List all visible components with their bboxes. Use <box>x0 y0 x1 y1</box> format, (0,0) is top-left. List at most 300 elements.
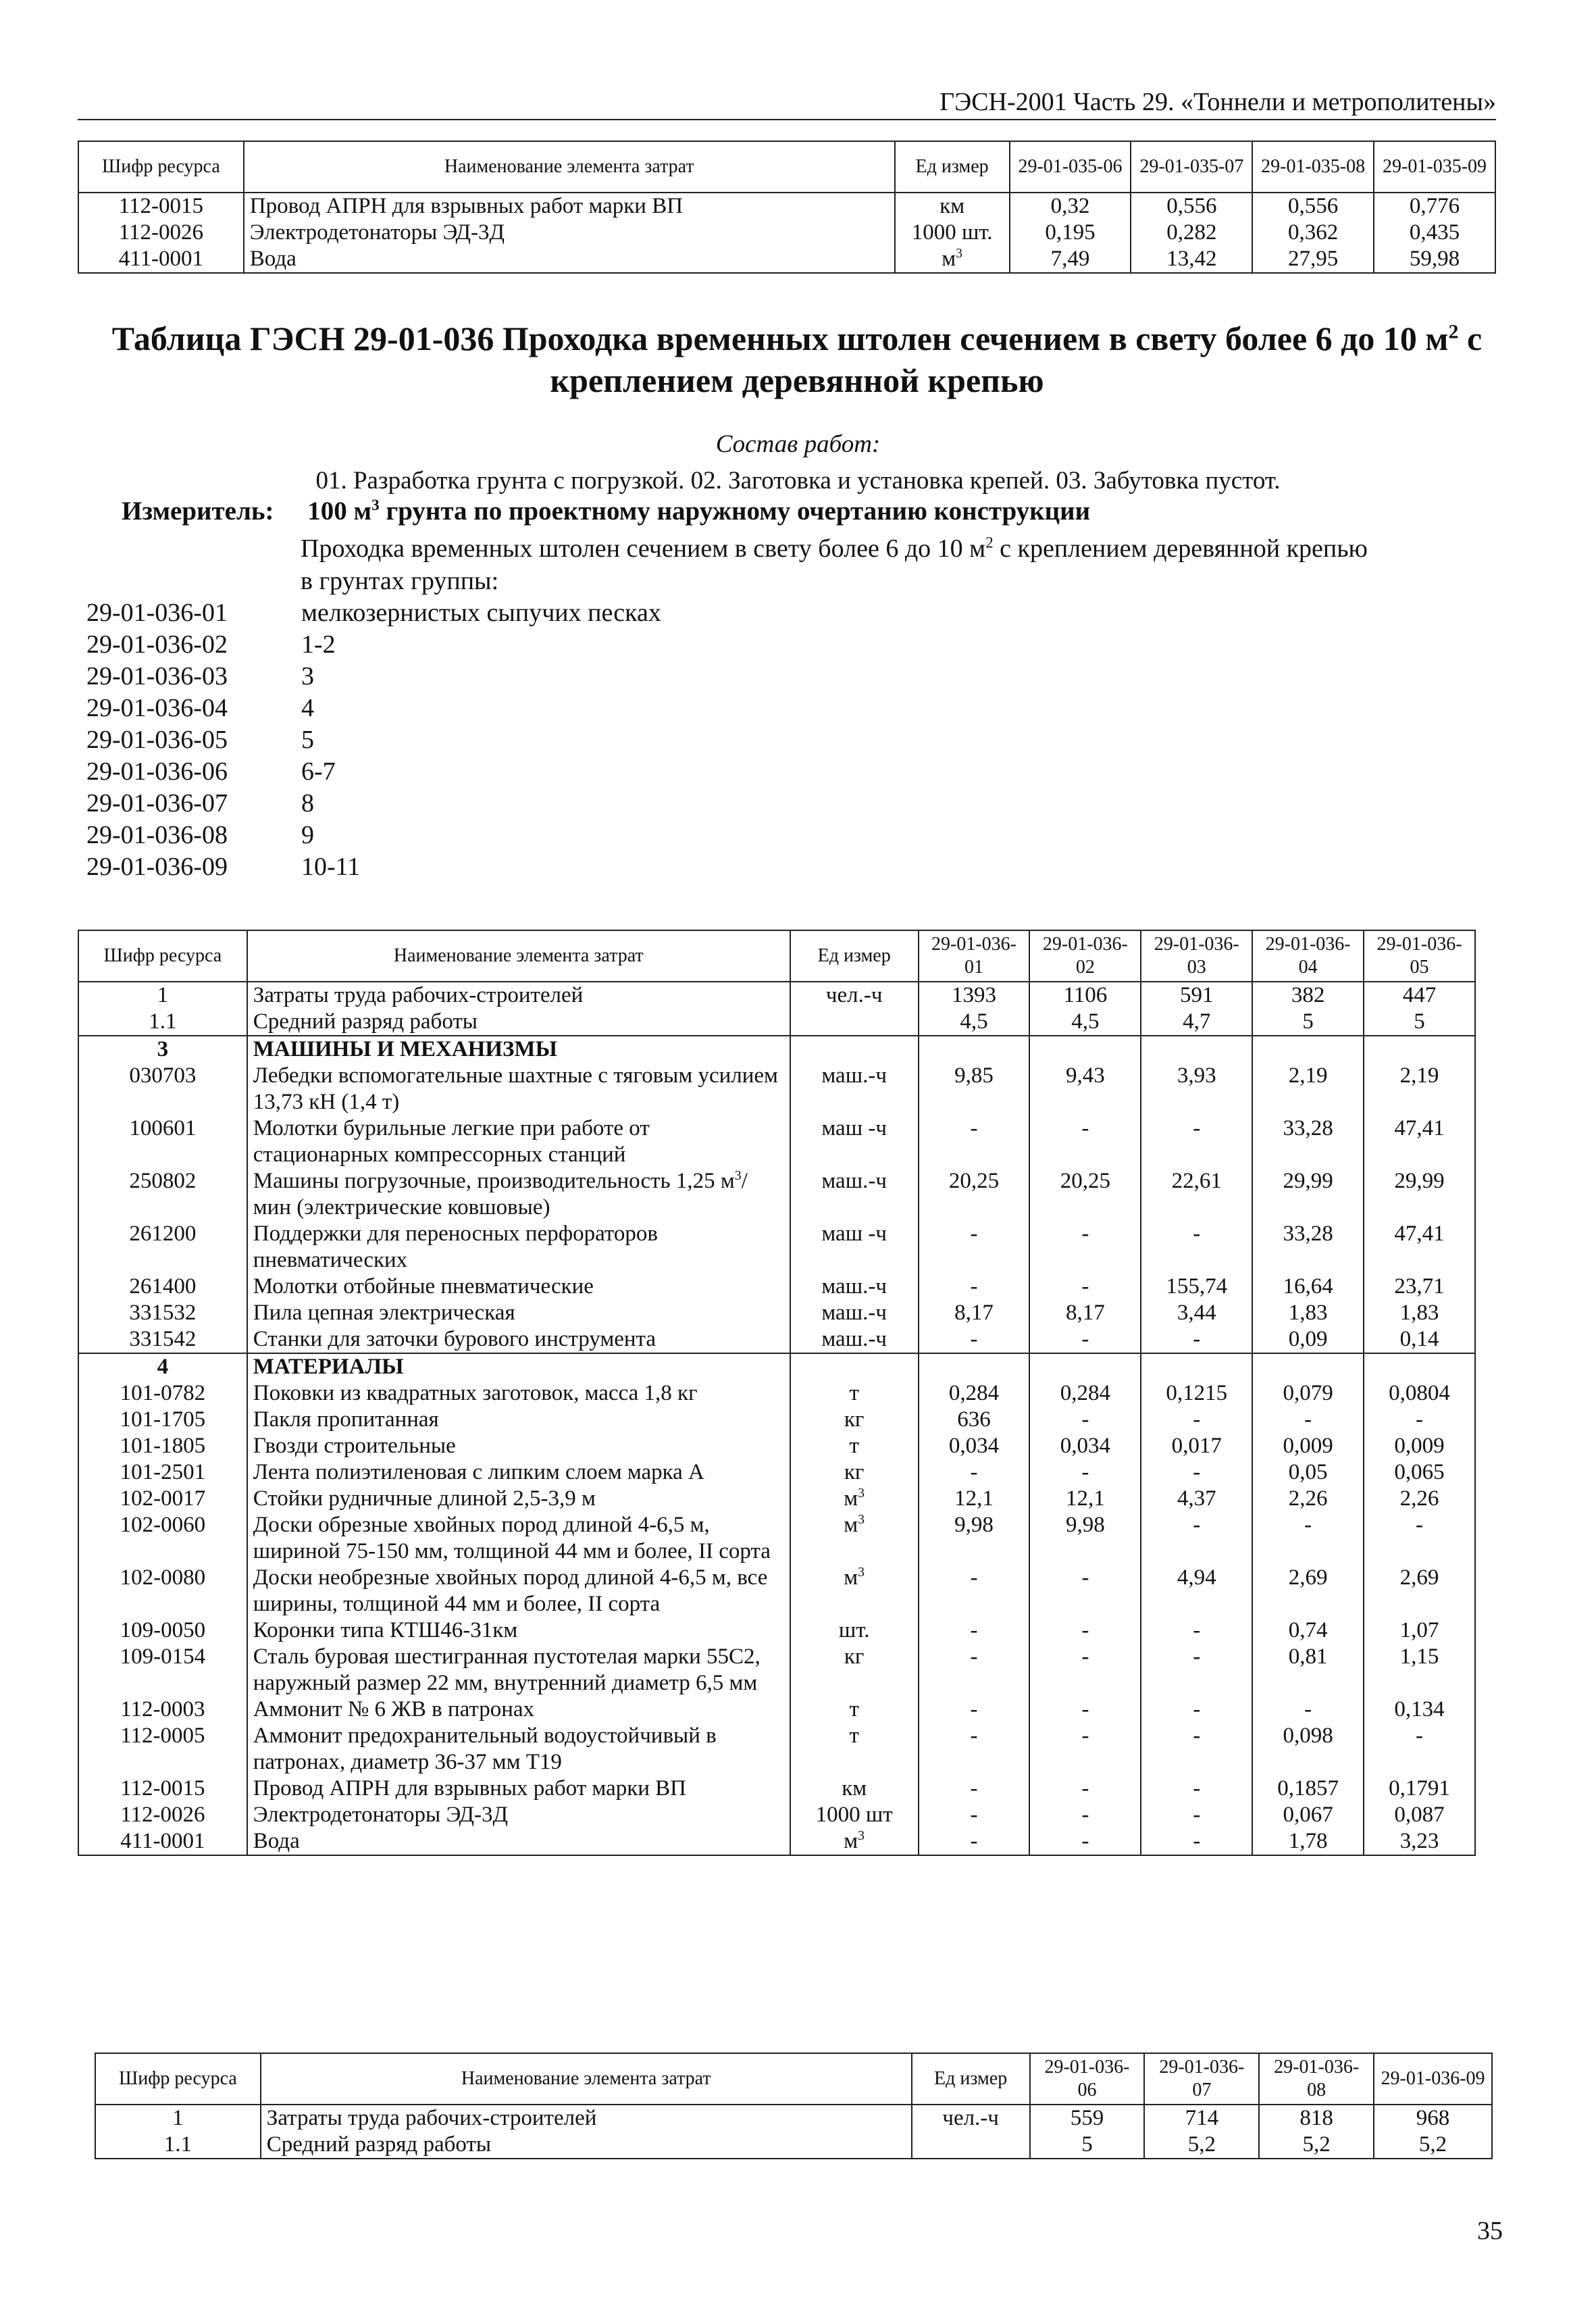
value-cell: 2,69 <box>1252 1565 1364 1617</box>
page-number: 35 <box>1477 2217 1503 2245</box>
value-cell: - <box>1364 1407 1475 1433</box>
value-cell: 5 <box>1364 1009 1475 1036</box>
value-cell <box>919 1036 1030 1063</box>
cost-item-name: Поковки из квадратных заготовок, масса 1,8 кг <box>247 1380 790 1407</box>
column-header: 29-01-036-03 <box>1141 930 1252 982</box>
table-row <box>78 1644 1475 1696</box>
table-row <box>78 1512 1475 1565</box>
unit: $м^3$ <box>790 1512 919 1565</box>
cost-item-name: Молотки бурильные легкие при работе от стационарных компрессорных станций <box>247 1115 790 1168</box>
table-title <box>78 318 1516 401</box>
value-cell: 1,07 <box>1364 1617 1475 1644</box>
column-header: 29-01-036-02 <box>1029 930 1141 982</box>
unit: $м^3$ <box>790 1565 919 1617</box>
cost-item-name: Сталь буровая шестигранная пустотелая марки 55С2, наружный размер 22 мм, внутренний диаметр 6,5 мм <box>247 1644 790 1696</box>
value-cell: 12,1 <box>919 1486 1030 1512</box>
header-row <box>78 141 1495 193</box>
value-cell: 4,37 <box>1141 1486 1252 1512</box>
resource-code: 411-0001 <box>78 1828 247 1855</box>
value-cell: 0,067 <box>1252 1802 1364 1828</box>
value-cell: 5 <box>1030 2132 1145 2159</box>
header-row <box>95 2053 1492 2105</box>
unit <box>790 1353 919 1380</box>
cost-item-name: Аммонит № 6 ЖВ в патронах <box>247 1696 790 1723</box>
value-cell: 382 <box>1252 982 1364 1009</box>
value-cell: 0,282 <box>1131 220 1252 246</box>
value-cell: 7,49 <box>1010 246 1131 273</box>
cost-item-name: Доски обрезные хвойных пород длиной 4-6,5 м, шириной 75-150 мм, толщиной 44 мм и более, II сорта <box>247 1512 790 1565</box>
cost-table-bottom <box>95 2053 1493 2159</box>
variant-code: 29-01-036-01 <box>86 599 228 627</box>
value-cell: - <box>1029 1617 1141 1644</box>
value-cell: 0,435 <box>1374 220 1495 246</box>
column-header: 29-01-035-09 <box>1374 141 1495 193</box>
cost-item-name: Электродетонаторы ЭД-3Д <box>247 1802 790 1828</box>
value-cell: 27,95 <box>1252 246 1374 273</box>
value-cell: 1393 <box>919 982 1030 1009</box>
column-header: 29-01-036-07 <box>1144 2053 1259 2105</box>
value-cell: - <box>1029 1565 1141 1617</box>
description <box>301 532 1510 597</box>
value-cell: - <box>1141 1617 1252 1644</box>
value-cell: 13,42 <box>1131 246 1252 273</box>
value-cell: 0,017 <box>1141 1433 1252 1459</box>
value-cell: - <box>1141 1221 1252 1274</box>
title-line-2: креплением деревянной крепью <box>550 361 1044 399</box>
value-cell <box>1029 1353 1141 1380</box>
value-cell <box>1252 1036 1364 1063</box>
variant-row <box>86 693 661 724</box>
variant-row <box>86 756 661 788</box>
resource-code: 250802 <box>78 1168 247 1221</box>
cost-item-name: Стойки рудничные длиной 2,5-3,9 м <box>247 1486 790 1512</box>
value-cell: - <box>1364 1512 1475 1565</box>
cost-item-name: МАШИНЫ И МЕХАНИЗМЫ <box>247 1036 790 1063</box>
measure-text: 100 $м^3$ грунта по проектному наружному очертанию конструкции <box>307 497 1091 526</box>
value-cell: 0,087 <box>1364 1802 1475 1828</box>
value-cell: - <box>1141 1802 1252 1828</box>
value-cell: 9,85 <box>919 1063 1030 1115</box>
cost-item-name: Средний разряд работы <box>247 1009 790 1036</box>
value-cell: 3,93 <box>1141 1063 1252 1115</box>
value-cell: 0,009 <box>1252 1433 1364 1459</box>
resource-code: 1.1 <box>95 2132 261 2159</box>
unit: кг <box>790 1459 919 1486</box>
value-cell: 47,41 <box>1364 1115 1475 1168</box>
cost-item-name: Провод АПРН для взрывных работ марки ВП <box>244 193 895 220</box>
value-cell: 714 <box>1144 2105 1259 2132</box>
value-cell: 8,17 <box>1029 1300 1141 1326</box>
table-row <box>78 1353 1475 1380</box>
resource-code: 112-0015 <box>78 193 244 220</box>
unit: чел.-ч <box>790 982 919 1009</box>
cost-item-name: Вода <box>247 1828 790 1855</box>
cost-table-main <box>78 930 1476 1856</box>
column-header: Ед измер <box>790 930 919 982</box>
unit: маш.-ч <box>790 1168 919 1221</box>
table-row <box>78 1802 1475 1828</box>
cost-item-name: Доски необрезные хвойных пород длиной 4-6,5 м, все ширины, толщиной 44 мм и более, II сорта <box>247 1565 790 1617</box>
table-row <box>78 1617 1475 1644</box>
value-cell: - <box>1252 1512 1364 1565</box>
column-header: 29-01-036-06 <box>1030 2053 1145 2105</box>
cost-item-name: Пила цепная электрическая <box>247 1300 790 1326</box>
value-cell: - <box>1141 1828 1252 1855</box>
value-cell: 9,98 <box>919 1512 1030 1565</box>
variants-list <box>86 597 661 883</box>
unit: маш.-ч <box>790 1326 919 1353</box>
resource-code: 102-0060 <box>78 1512 247 1565</box>
variant-label: 1-2 <box>301 630 336 659</box>
value-cell: - <box>1029 1802 1141 1828</box>
value-cell: 0,14 <box>1364 1326 1475 1353</box>
value-cell: - <box>919 1828 1030 1855</box>
variant-row <box>86 597 661 629</box>
cost-item-name: Станки для заточки бурового инструмента <box>247 1326 790 1353</box>
value-cell: 20,25 <box>919 1168 1030 1221</box>
unit: маш -ч <box>790 1115 919 1168</box>
value-cell: 0,776 <box>1374 193 1495 220</box>
table-row <box>78 246 1495 273</box>
value-cell: - <box>919 1617 1030 1644</box>
resource-code: 101-1805 <box>78 1433 247 1459</box>
cost-item-name: Вода <box>244 246 895 273</box>
value-cell: 23,71 <box>1364 1274 1475 1300</box>
value-cell: - <box>919 1723 1030 1776</box>
value-cell: 0,1857 <box>1252 1776 1364 1802</box>
value-cell: - <box>1141 1459 1252 1486</box>
unit: кг <box>790 1407 919 1433</box>
unit: 1000 шт. <box>895 220 1010 246</box>
column-header: Ед измер <box>912 2053 1030 2105</box>
value-cell: - <box>1141 1696 1252 1723</box>
value-cell: 47,41 <box>1364 1221 1475 1274</box>
resource-code: 101-1705 <box>78 1407 247 1433</box>
value-cell <box>1029 1036 1141 1063</box>
cost-item-name: Лебедки вспомогательные шахтные с тяговым усилием 13,73 кН (1,4 т) <box>247 1063 790 1115</box>
variant-row <box>86 820 661 851</box>
table-row <box>78 1009 1475 1036</box>
variant-row <box>86 851 661 883</box>
value-cell: - <box>1029 1274 1141 1300</box>
value-cell: - <box>919 1221 1030 1274</box>
table-row <box>78 1776 1475 1802</box>
value-cell: - <box>1029 1221 1141 1274</box>
cost-item-name: Поддержки для переносных перфораторов пневматических <box>247 1221 790 1274</box>
resource-code: 109-0050 <box>78 1617 247 1644</box>
unit: кг <box>790 1644 919 1696</box>
table-row <box>95 2105 1492 2132</box>
value-cell: 0,81 <box>1252 1644 1364 1696</box>
value-cell: - <box>1141 1776 1252 1802</box>
resource-code: 112-0015 <box>78 1776 247 1802</box>
value-cell: 0,09 <box>1252 1326 1364 1353</box>
value-cell: 2,69 <box>1364 1565 1475 1617</box>
value-cell: 2,26 <box>1364 1486 1475 1512</box>
value-cell: - <box>919 1802 1030 1828</box>
resource-code: 112-0005 <box>78 1723 247 1776</box>
column-header: Наименование элемента затрат <box>247 930 790 982</box>
variant-row <box>86 629 661 661</box>
unit: $м^3$ <box>895 246 1010 273</box>
column-header: 29-01-035-08 <box>1252 141 1374 193</box>
resource-code: 112-0003 <box>78 1696 247 1723</box>
value-cell: - <box>1141 1407 1252 1433</box>
table-row <box>78 1459 1475 1486</box>
variant-code: 29-01-036-02 <box>86 630 228 659</box>
value-cell: 447 <box>1364 982 1475 1009</box>
value-cell <box>1252 1353 1364 1380</box>
value-cell: 0,079 <box>1252 1380 1364 1407</box>
description-line-2: в грунтах группы: <box>301 567 499 595</box>
resource-code: 411-0001 <box>78 246 244 273</box>
resource-code: 1 <box>78 982 247 1009</box>
value-cell: 0,098 <box>1252 1723 1364 1776</box>
value-cell: 8,17 <box>919 1300 1030 1326</box>
value-cell: 4,5 <box>1029 1009 1141 1036</box>
variant-label: 6-7 <box>301 757 336 786</box>
table-row <box>78 1168 1475 1221</box>
value-cell: - <box>1029 1407 1141 1433</box>
resource-code: 030703 <box>78 1063 247 1115</box>
table-row <box>78 220 1495 246</box>
variant-row <box>86 788 661 820</box>
cost-item-name: Аммонит предохранительный водоустойчивый в патронах, диаметр 36-37 мм Т19 <box>247 1723 790 1776</box>
table-row <box>78 1565 1475 1617</box>
resource-code: 112-0026 <box>78 220 244 246</box>
value-cell: - <box>1029 1115 1141 1168</box>
table-row <box>78 1326 1475 1353</box>
column-header: 29-01-035-07 <box>1131 141 1252 193</box>
variant-code: 29-01-036-06 <box>86 757 228 786</box>
value-cell: 1,83 <box>1364 1300 1475 1326</box>
variant-label: 8 <box>301 789 314 818</box>
table-row <box>78 1063 1475 1115</box>
value-cell: 16,64 <box>1252 1274 1364 1300</box>
value-cell: - <box>1364 1723 1475 1776</box>
value-cell: 1,83 <box>1252 1300 1364 1326</box>
resource-code: 4 <box>78 1353 247 1380</box>
value-cell: 0,195 <box>1010 220 1131 246</box>
value-cell: 0,556 <box>1252 193 1374 220</box>
cost-item-name: Пакля пропитанная <box>247 1407 790 1433</box>
table-row <box>95 2132 1492 2159</box>
value-cell: - <box>919 1459 1030 1486</box>
resource-code: 331532 <box>78 1300 247 1326</box>
value-cell: - <box>1029 1828 1141 1855</box>
value-cell: 0,134 <box>1364 1696 1475 1723</box>
cost-item-name: Гвозди строительные <box>247 1433 790 1459</box>
variant-code: 29-01-036-07 <box>86 789 228 818</box>
variant-code: 29-01-036-08 <box>86 821 228 849</box>
unit: км <box>895 193 1010 220</box>
value-cell: 4,7 <box>1141 1009 1252 1036</box>
table-row <box>78 1274 1475 1300</box>
resource-code: 101-0782 <box>78 1380 247 1407</box>
value-cell: 5,2 <box>1259 2132 1374 2159</box>
resource-code: 3 <box>78 1036 247 1063</box>
value-cell: 0,284 <box>1029 1380 1141 1407</box>
resource-code: 1.1 <box>78 1009 247 1036</box>
table-row <box>78 1828 1475 1855</box>
column-header: Шифр ресурса <box>78 141 244 193</box>
value-cell: 9,98 <box>1029 1512 1141 1565</box>
value-cell: - <box>1141 1115 1252 1168</box>
variant-label: 10-11 <box>301 853 361 881</box>
value-cell: - <box>919 1776 1030 1802</box>
cost-item-name: Затраты труда рабочих-строителей <box>247 982 790 1009</box>
table-row <box>78 1300 1475 1326</box>
value-cell: 12,1 <box>1029 1486 1141 1512</box>
variant-label: 5 <box>301 726 314 754</box>
cost-item-name: Электродетонаторы ЭД-3Д <box>244 220 895 246</box>
value-cell: - <box>1252 1407 1364 1433</box>
variant-label: мелкозернистых сыпучих песках <box>301 599 661 627</box>
variant-row <box>86 661 661 693</box>
value-cell: 2,26 <box>1252 1486 1364 1512</box>
column-header: Наименование элемента затрат <box>244 141 895 193</box>
variant-row <box>86 724 661 756</box>
value-cell: 4,94 <box>1141 1565 1252 1617</box>
value-cell <box>1141 1036 1252 1063</box>
unit: т <box>790 1696 919 1723</box>
value-cell: 0,034 <box>919 1433 1030 1459</box>
variant-code: 29-01-036-05 <box>86 726 228 754</box>
value-cell: 0,556 <box>1131 193 1252 220</box>
value-cell: 1,15 <box>1364 1644 1475 1696</box>
cost-item-name: МАТЕРИАЛЫ <box>247 1353 790 1380</box>
value-cell: 591 <box>1141 982 1252 1009</box>
value-cell: 9,43 <box>1029 1063 1141 1115</box>
table-row <box>78 1115 1475 1168</box>
value-cell: 5,2 <box>1374 2132 1492 2159</box>
value-cell: 818 <box>1259 2105 1374 2132</box>
value-cell <box>1364 1353 1475 1380</box>
unit <box>790 1036 919 1063</box>
table-row <box>78 1380 1475 1407</box>
value-cell: - <box>1141 1326 1252 1353</box>
value-cell: 2,19 <box>1364 1063 1475 1115</box>
unit: $м^3$ <box>790 1828 919 1855</box>
value-cell: - <box>1029 1459 1141 1486</box>
value-cell: - <box>919 1326 1030 1353</box>
cost-item-name: Средний разряд работы <box>261 2132 912 2159</box>
cost-item-name: Лента полиэтиленовая с липким слоем марка А <box>247 1459 790 1486</box>
value-cell: 0,034 <box>1029 1433 1141 1459</box>
value-cell: 0,284 <box>919 1380 1030 1407</box>
unit: маш.-ч <box>790 1063 919 1115</box>
unit: т <box>790 1380 919 1407</box>
value-cell: 5 <box>1252 1009 1364 1036</box>
resource-code: 100601 <box>78 1115 247 1168</box>
value-cell: 4,5 <box>919 1009 1030 1036</box>
value-cell: 155,74 <box>1141 1274 1252 1300</box>
value-cell: 0,1215 <box>1141 1380 1252 1407</box>
measure-label: Измеритель: <box>122 497 274 526</box>
value-cell: - <box>919 1696 1030 1723</box>
unit: маш.-ч <box>790 1274 919 1300</box>
column-header: 29-01-036-08 <box>1259 2053 1374 2105</box>
cost-item-name: Молотки отбойные пневматические <box>247 1274 790 1300</box>
value-cell: - <box>1029 1644 1141 1696</box>
column-header: Наименование элемента затрат <box>261 2053 912 2105</box>
value-cell: 0,009 <box>1364 1433 1475 1459</box>
description-line-1: Проходка временных штолен сечением в свету более 6 до 10 $м^2$ с креплением деревянной крепью <box>301 534 1368 563</box>
unit: чел.-ч <box>912 2105 1030 2132</box>
table-row <box>78 1723 1475 1776</box>
value-cell: 0,1791 <box>1364 1776 1475 1802</box>
value-cell: - <box>1029 1776 1141 1802</box>
column-header: 29-01-036-01 <box>919 930 1030 982</box>
column-header: Шифр ресурса <box>95 2053 261 2105</box>
cost-item-name: Коронки типа КТШ46-31км <box>247 1617 790 1644</box>
value-cell: - <box>1141 1723 1252 1776</box>
unit: маш.-ч <box>790 1300 919 1326</box>
value-cell: 3,44 <box>1141 1300 1252 1326</box>
column-header: Ед измер <box>895 141 1010 193</box>
unit: т <box>790 1723 919 1776</box>
value-cell: 0,74 <box>1252 1617 1364 1644</box>
cost-item-name: Провод АПРН для взрывных работ марки ВП <box>247 1776 790 1802</box>
resource-code: 102-0017 <box>78 1486 247 1512</box>
unit: т <box>790 1433 919 1459</box>
resource-code: 102-0080 <box>78 1565 247 1617</box>
value-cell: 20,25 <box>1029 1168 1141 1221</box>
table-row <box>78 1221 1475 1274</box>
value-cell: - <box>1141 1644 1252 1696</box>
value-cell: 5,2 <box>1144 2132 1259 2159</box>
value-cell: 559 <box>1030 2105 1145 2132</box>
value-cell: - <box>1029 1326 1141 1353</box>
variant-label: 4 <box>301 694 314 722</box>
value-cell: 0,05 <box>1252 1459 1364 1486</box>
value-cell <box>1141 1353 1252 1380</box>
value-cell: 968 <box>1374 2105 1492 2132</box>
resource-code: 331542 <box>78 1326 247 1353</box>
cost-item-name: Затраты труда рабочих-строителей <box>261 2105 912 2132</box>
value-cell: - <box>919 1115 1030 1168</box>
header-row <box>78 930 1475 982</box>
value-cell: 1,78 <box>1252 1828 1364 1855</box>
value-cell: - <box>919 1644 1030 1696</box>
unit: шт. <box>790 1617 919 1644</box>
value-cell: 3,23 <box>1364 1828 1475 1855</box>
variant-code: 29-01-036-03 <box>86 662 228 690</box>
value-cell: 33,28 <box>1252 1115 1364 1168</box>
value-cell <box>1364 1036 1475 1063</box>
table-row <box>78 1407 1475 1433</box>
page-header: ГЭСН-2001 Часть 29. «Тоннели и метрополитены» <box>78 86 1496 120</box>
variant-code: 29-01-036-09 <box>86 853 228 881</box>
column-header: 29-01-035-06 <box>1010 141 1131 193</box>
column-header: Шифр ресурса <box>78 930 247 982</box>
variant-label: 3 <box>301 662 314 690</box>
table-row <box>78 982 1475 1009</box>
variant-code: 29-01-036-04 <box>86 694 228 722</box>
value-cell <box>919 1353 1030 1380</box>
unit: $м^3$ <box>790 1486 919 1512</box>
unit: км <box>790 1776 919 1802</box>
value-cell: 2,19 <box>1252 1063 1364 1115</box>
value-cell: - <box>919 1274 1030 1300</box>
cost-item-name: Машины погрузочные, производительность 1,25 $м^3$/мин (электрические ковшовые) <box>247 1168 790 1221</box>
table-row <box>78 193 1495 220</box>
table-row <box>78 1036 1475 1063</box>
title-line-1: Таблица ГЭСН 29-01-036 Проходка временных штолен сечением в свету более 6 до 10 $м^2$ с <box>111 320 1483 357</box>
resource-code: 101-2501 <box>78 1459 247 1486</box>
unit <box>912 2132 1030 2159</box>
resource-code: 261400 <box>78 1274 247 1300</box>
